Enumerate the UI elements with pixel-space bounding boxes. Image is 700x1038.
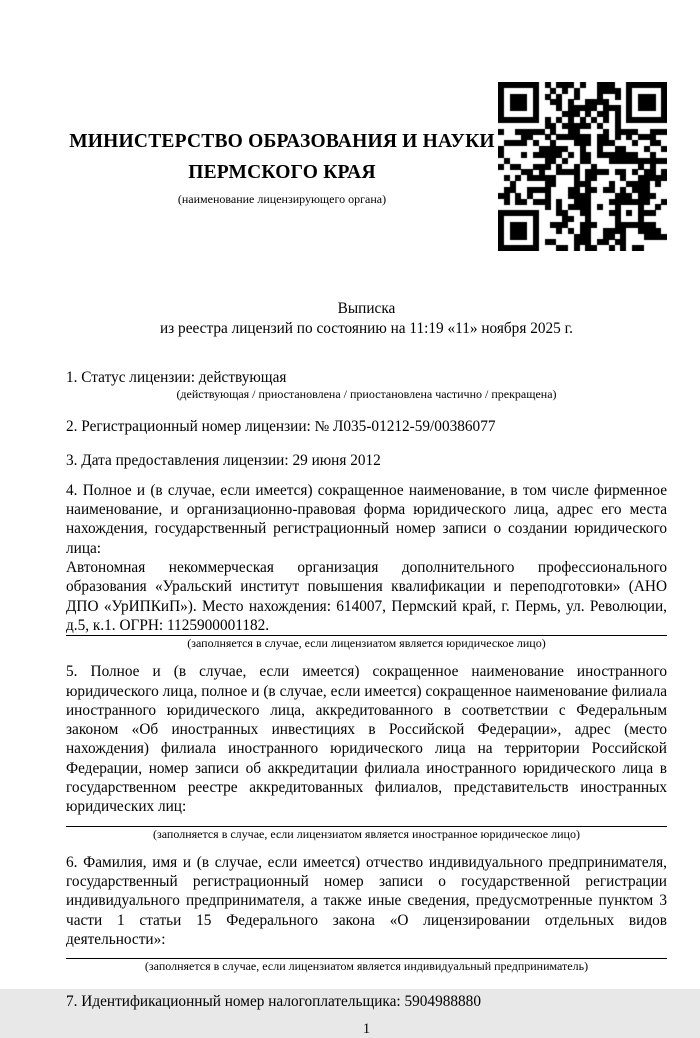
taxpayer-number-text: 7. Идентификационный номер налогоплательщика: 5904988880 bbox=[66, 993, 481, 1011]
item-license-grant-date bbox=[66, 451, 667, 470]
licensing-authority-block bbox=[66, 126, 498, 207]
individual-entrepreneur-caption: (заполняется в случае, если лицензиатом является индивидуальный предприниматель) bbox=[144, 959, 589, 974]
qr-code bbox=[498, 82, 667, 251]
foreign-entity-label: 5. Полное и (в случае, если имеется) сокращенное наименование иностранного юридического лица, полное и (в случае, если имеется) сокращенное наименование филиала иностранного юридического лица, аккредитованного в соответствии с Федеральным законом «Об иностранных инвестициях в Российской Федерации», адрес (место нахождения) филиала иностранного юридического лица на территории Российской Федерации, номер записи об аккредитации филиала иностранного юридического лица в государственном реестре аккредитованных филиалов, представительств иностранных юридических лиц: bbox=[66, 663, 667, 816]
license-status-caption: (действующая / приостановлена / приостановлена частично / прекращена) bbox=[176, 387, 557, 402]
legal-entity-label: 4. Полное и (в случае, если имеется) сокращенное наименование, в том числе фирменное наименование, и организационно-правовая форма юридического лица, адрес его места нахождения, государственный регистрационный номер записи о создании юридического лица: bbox=[66, 481, 667, 557]
licensing-authority-caption: (наименование лицензирующего органа) bbox=[177, 192, 387, 206]
ministry-name-line1: МИНИСТЕРСТВО ОБРАЗОВАНИЯ И НАУКИ bbox=[69, 131, 495, 152]
item-registration-number bbox=[66, 417, 667, 436]
legal-entity-caption: (заполняется в случае, если лицензиатом является юридическое лицо) bbox=[187, 636, 546, 651]
page-number: 1 bbox=[362, 1021, 371, 1038]
legal-entity-value: Автономная некоммерческая организация дополнительного профессионального образования «Уральский институт повышения квалификации и переподготовки» (АНО ДПО «УрИПКиП»). Место нахождения: 614007, Пермский край, г. Пермь, ул. Революции, д.5, к.1. ОГРН: 1125900001182. bbox=[66, 559, 667, 634]
document-title-line1: Выписка bbox=[337, 300, 396, 317]
item-license-status bbox=[66, 368, 667, 402]
document-header bbox=[66, 82, 667, 251]
foreign-entity-empty-value bbox=[66, 817, 667, 826]
license-status-text: 1. Статус лицензии: действующая bbox=[66, 369, 287, 386]
individual-entrepreneur-label: 6. Фамилия, имя и (в случае, если имеется) отчество индивидуального предпринимателя, государственный регистрационный номер записи о государственной регистрации индивидуального предпринимателя, а также иные сведения, предусмотренные пунктом 3 части 1 статьи 15 Федерального закона «О лицензировании отдельных видов деятельности»: bbox=[66, 853, 667, 948]
individual-entrepreneur-empty-value bbox=[66, 949, 667, 958]
foreign-entity-caption: (заполняется в случае, если лицензиатом является иностранное юридическое лицо) bbox=[153, 826, 580, 841]
document-title-line2: из реестра лицензий по состоянию на 11:19 «11» ноября 2025 г. bbox=[160, 320, 573, 337]
license-grant-date-text: 3. Дата предоставления лицензии: 29 июня 2012 bbox=[66, 451, 381, 469]
document-title bbox=[66, 299, 667, 339]
registration-number-text: 2. Регистрационный номер лицензии: № Л035-01212-59/00386077 bbox=[66, 418, 496, 436]
item-foreign-entity bbox=[66, 662, 667, 841]
item-legal-entity bbox=[66, 481, 667, 651]
item-individual-entrepreneur bbox=[66, 853, 667, 974]
ministry-name-line2: ПЕРМСКОГО КРАЯ bbox=[188, 162, 376, 183]
item-taxpayer-number bbox=[66, 992, 667, 1011]
